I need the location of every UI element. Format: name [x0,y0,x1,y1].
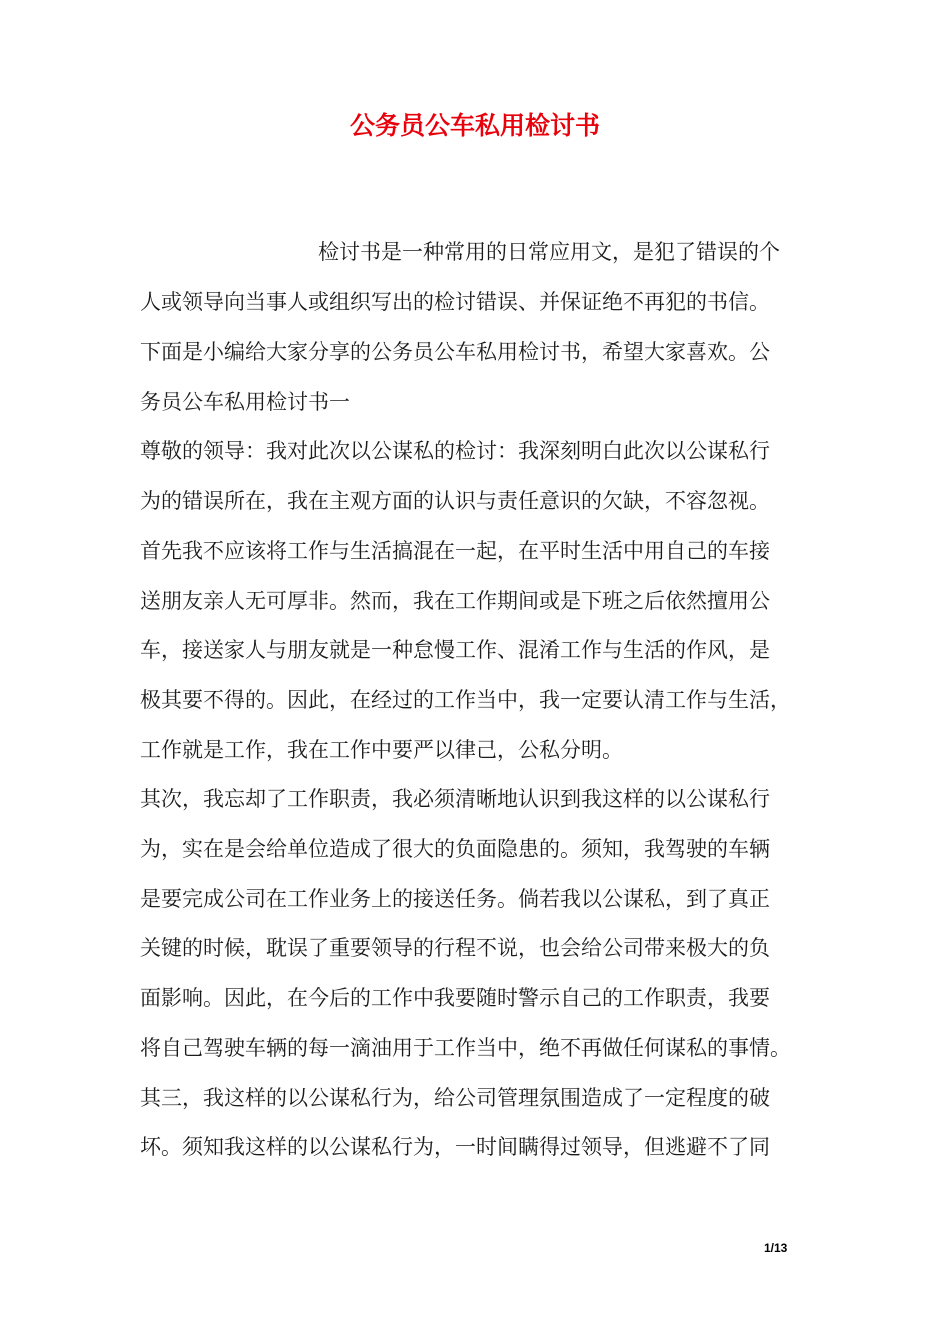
paragraph-line: 坏。须知我这样的以公谋私行为，一时间瞒得过领导，但逃避不了同 [140,1135,770,1159]
paragraph-line: 尊敬的领导：我对此次以公谋私的检讨：我深刻明白此次以公谋私行 [140,439,770,463]
paragraph-line: 面影响。因此，在今后的工作中我要随时警示自己的工作职责，我要 [140,986,770,1010]
page-number: 1/13 [764,1241,788,1255]
paragraph-line: 人或领导向当事人或组织写出的检讨错误、并保证绝不再犯的书信。 [140,290,770,314]
paragraph-line: 为，实在是会给单位造成了很大的负面隐患的。须知，我驾驶的车辆 [140,837,770,861]
paragraph-line: 车，接送家人与朋友就是一种怠慢工作、混淆工作与生活的作风，是 [140,638,770,662]
paragraph-line: 工作就是工作，我在工作中要严以律己，公私分明。 [140,738,623,762]
paragraph-line: 是要完成公司在工作业务上的接送任务。倘若我以公谋私，到了真正 [140,887,770,911]
paragraph-line: 送朋友亲人无可厚非。然而，我在工作期间或是下班之后依然擅用公 [140,589,770,613]
paragraph-line: 下面是小编给大家分享的公务员公车私用检讨书，希望大家喜欢。公 [140,340,770,364]
paragraph-line: 将自己驾驶车辆的每一滴油用于工作当中，绝不再做任何谋私的事情。 [140,1036,791,1060]
paragraph-line: 务员公车私用检讨书一 [140,390,350,414]
paragraph-line: 关键的时候，耽误了重要领导的行程不说，也会给公司带来极大的负 [140,936,770,960]
document-title: 公务员公车私用检讨书 [349,111,600,140]
paragraph-line: 为的错误所在，我在主观方面的认识与责任意识的欠缺，不容忽视。 [140,489,770,513]
paragraph-line: 首先我不应该将工作与生活搞混在一起，在平时生活中用自己的车接 [140,539,770,563]
paragraph-line: 极其要不得的。因此，在经过的工作当中，我一定要认清工作与生活， [140,688,791,712]
paragraph-line: 其次，我忘却了工作职责，我必须清晰地认识到我这样的以公谋私行 [140,787,770,811]
paragraph-line: 检讨书是一种常用的日常应用文，是犯了错误的个 [318,240,780,264]
paragraph-line: 其三，我这样的以公谋私行为，给公司管理氛围造成了一定程度的破 [140,1086,770,1110]
